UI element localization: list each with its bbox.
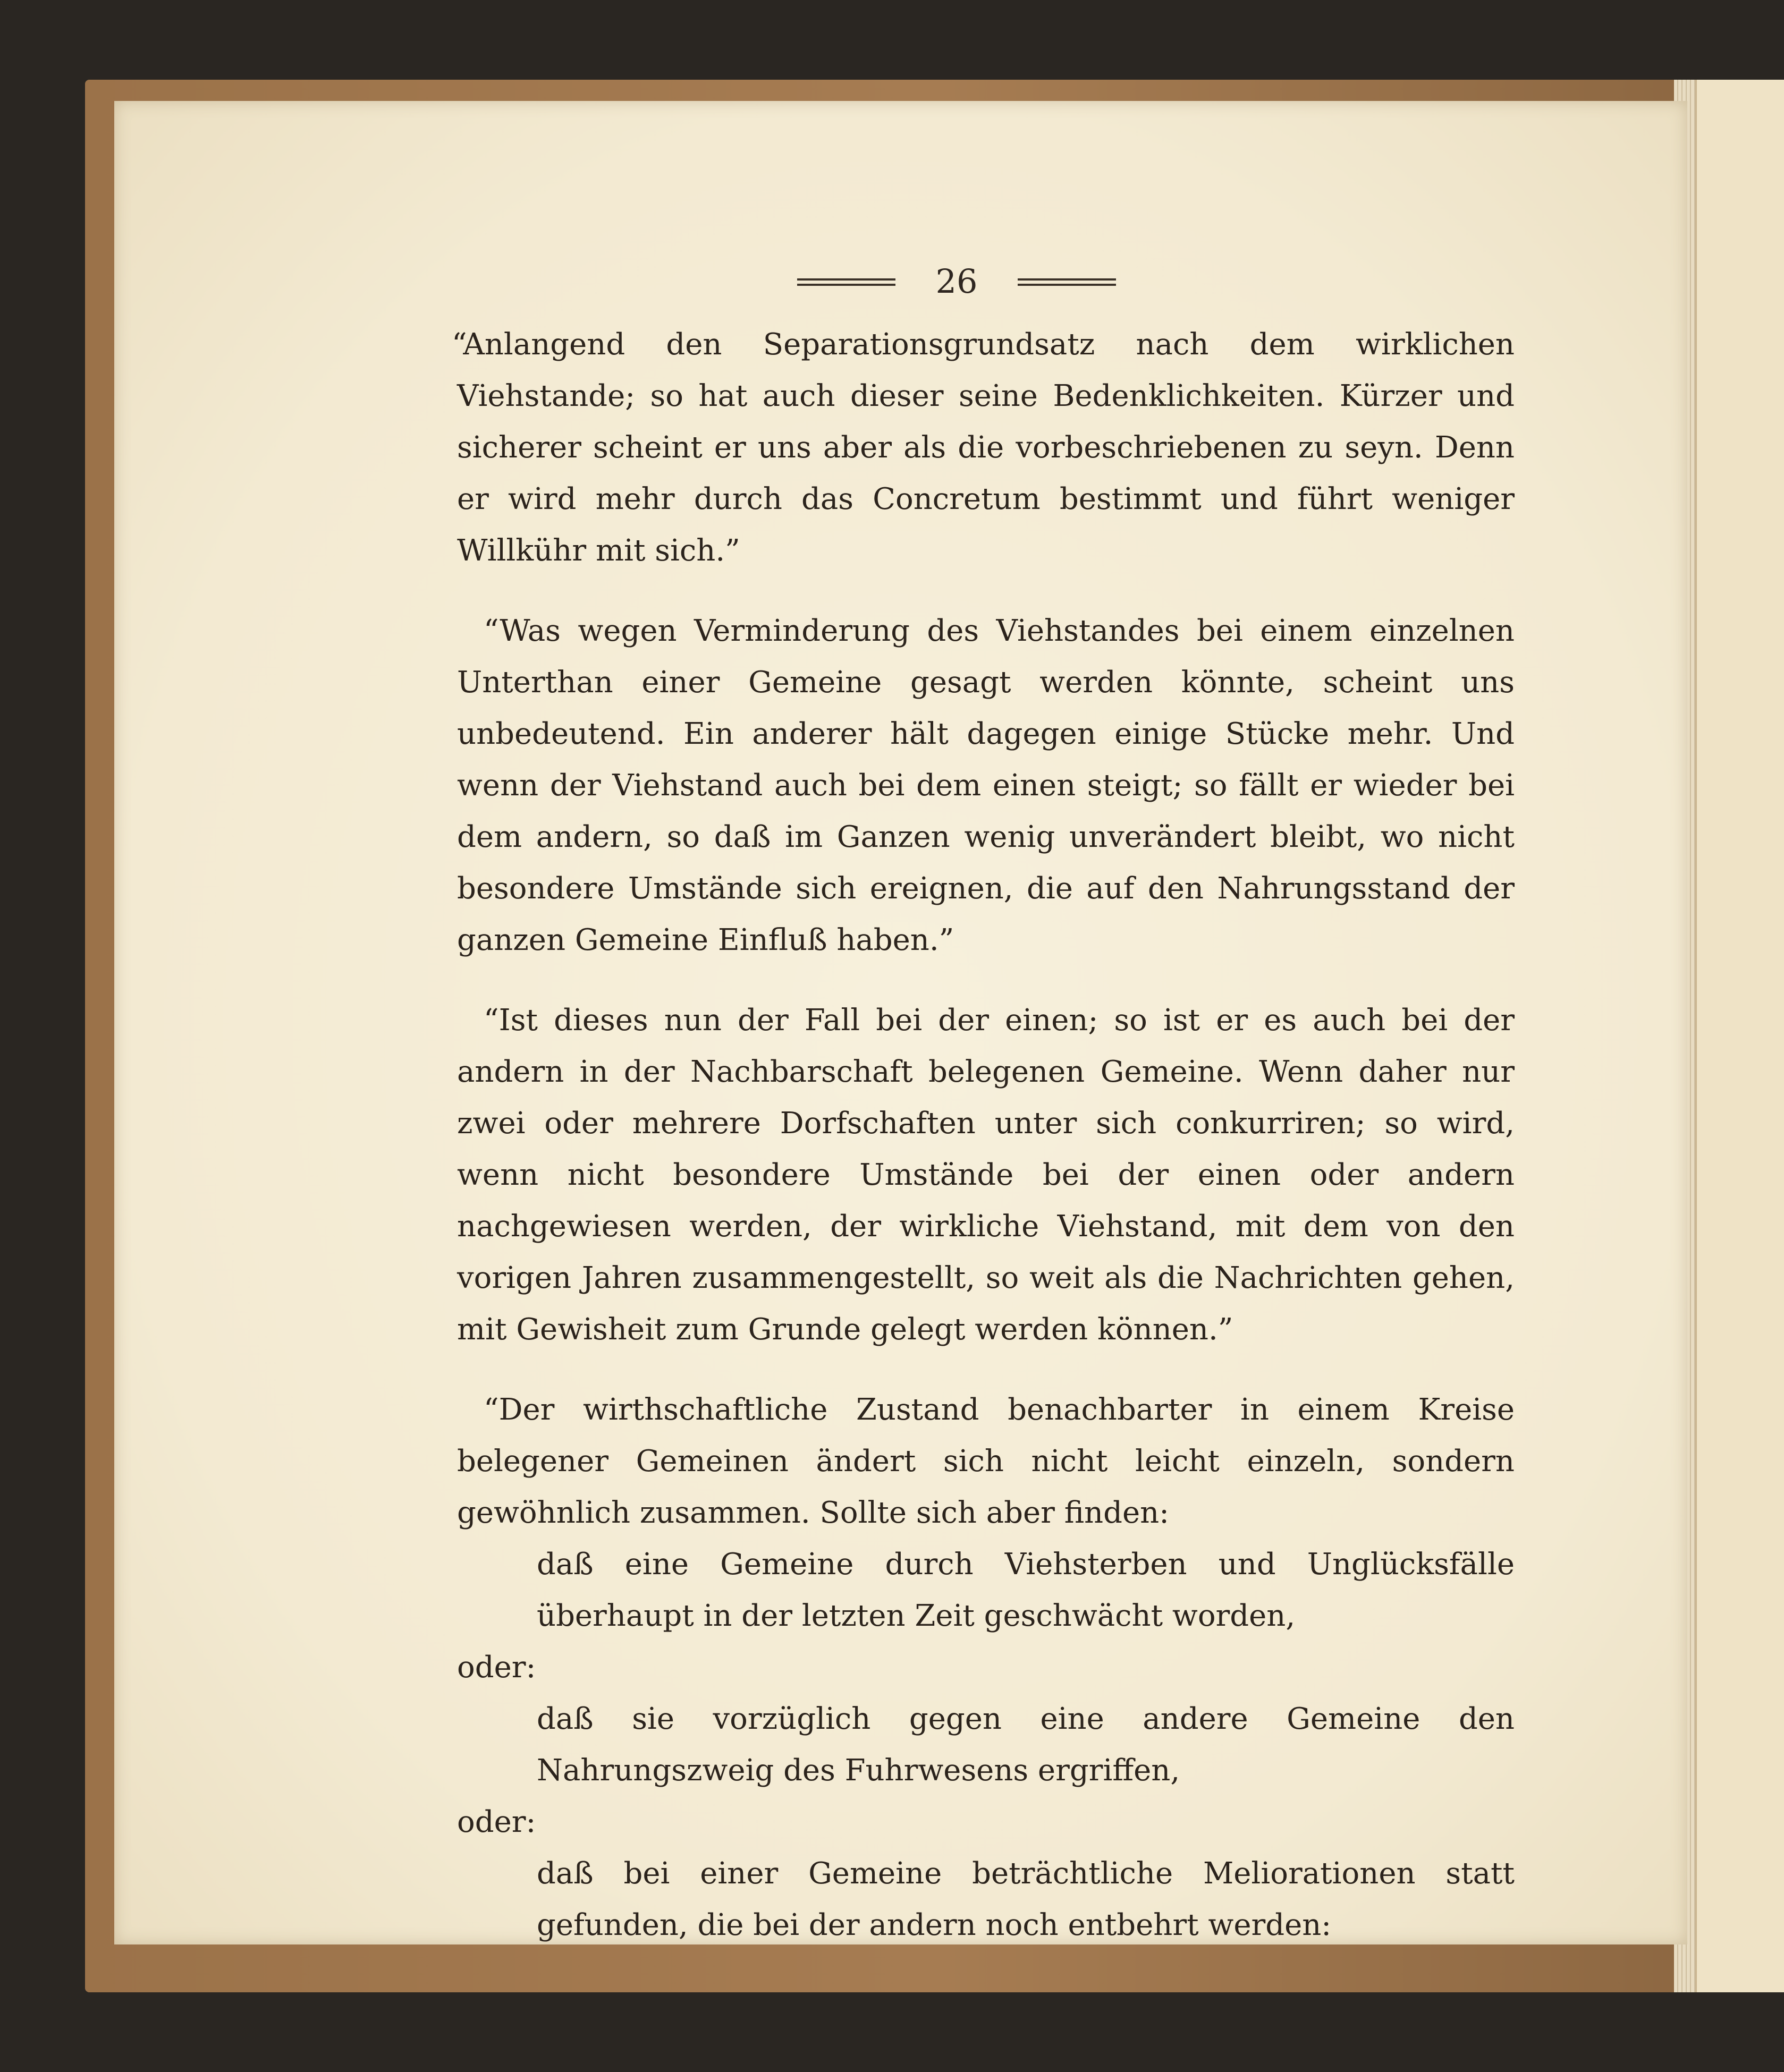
page-body — [452, 319, 1515, 1951]
page-number: 26 — [935, 262, 978, 301]
list-item-3: daß bei einer Gemeine beträchtliche Meliorationen statt gefunden, die bei der andern noch entbehrt werden: — [537, 1856, 1515, 1942]
header-rule-right — [1018, 278, 1116, 286]
header-rule-left — [797, 278, 895, 286]
list-item-2: daß sie vorzüglich gegen eine andere Gemeine den Nahrungszweig des Fuhrwesens ergriffen, — [537, 1702, 1515, 1788]
page-header — [797, 260, 1116, 303]
list-separator-1: oder: — [457, 1650, 536, 1685]
next-page-edge — [1695, 80, 1784, 1992]
paragraph-4: “Der wirthschaftliche Zustand benachbarter in einem Kreise belegener Gemeinen ändert sich nicht leicht einzeln, sondern gewöhnlich zusammen. Sollte sich aber finden: — [457, 1392, 1515, 1530]
paragraph-1: “Anlangend den Separationsgrundsatz nach dem wirklichen Viehstande; so hat auch dieser seine Bedenklichkeiten. Kürzer und sicherer scheint er uns aber als die vorbeschriebenen zu seyn. Denn er wird mehr durch das Concretum bestimmt und führt weniger Willkühr mit sich.” — [452, 327, 1515, 568]
paragraph-3: “Ist dieses nun der Fall bei der einen; so ist er es auch bei der andern in der Nachbarschaft belegenen Gemeine. Wenn daher nur zwei oder mehrere Dorfschaften unter sich conkurriren; so wird, wenn nicht besondere Umstände bei der einen oder andern nachgewiesen werden, der wirkliche Viehstand, mit dem von den vorigen Jahren zusammengestellt, so weit als die Nachrichten gehen, mit Gewisheit zum Grunde gelegt werden können.” — [457, 1003, 1515, 1347]
condition-list — [457, 1539, 1515, 1951]
paragraph-2: “Was wegen Verminderung des Viehstandes bei einem einzelnen Unterthan einer Gemeine gesagt werden könnte, scheint uns unbedeutend. Ein anderer hält dagegen einige Stücke mehr. Und wenn der Viehstand auch bei dem einen steigt; so fällt er wieder bei dem andern, so daß im Ganzen wenig unverändert bleibt, wo nicht besondere Umstände sich ereignen, die auf den Nahrungsstand der ganzen Gemeine Einfluß haben.” — [457, 614, 1515, 957]
list-item-1: daß eine Gemeine durch Viehsterben und Unglücksfälle überhaupt in der letzten Zeit geschwächt worden, — [537, 1547, 1515, 1633]
list-separator-2: oder: — [457, 1805, 536, 1839]
